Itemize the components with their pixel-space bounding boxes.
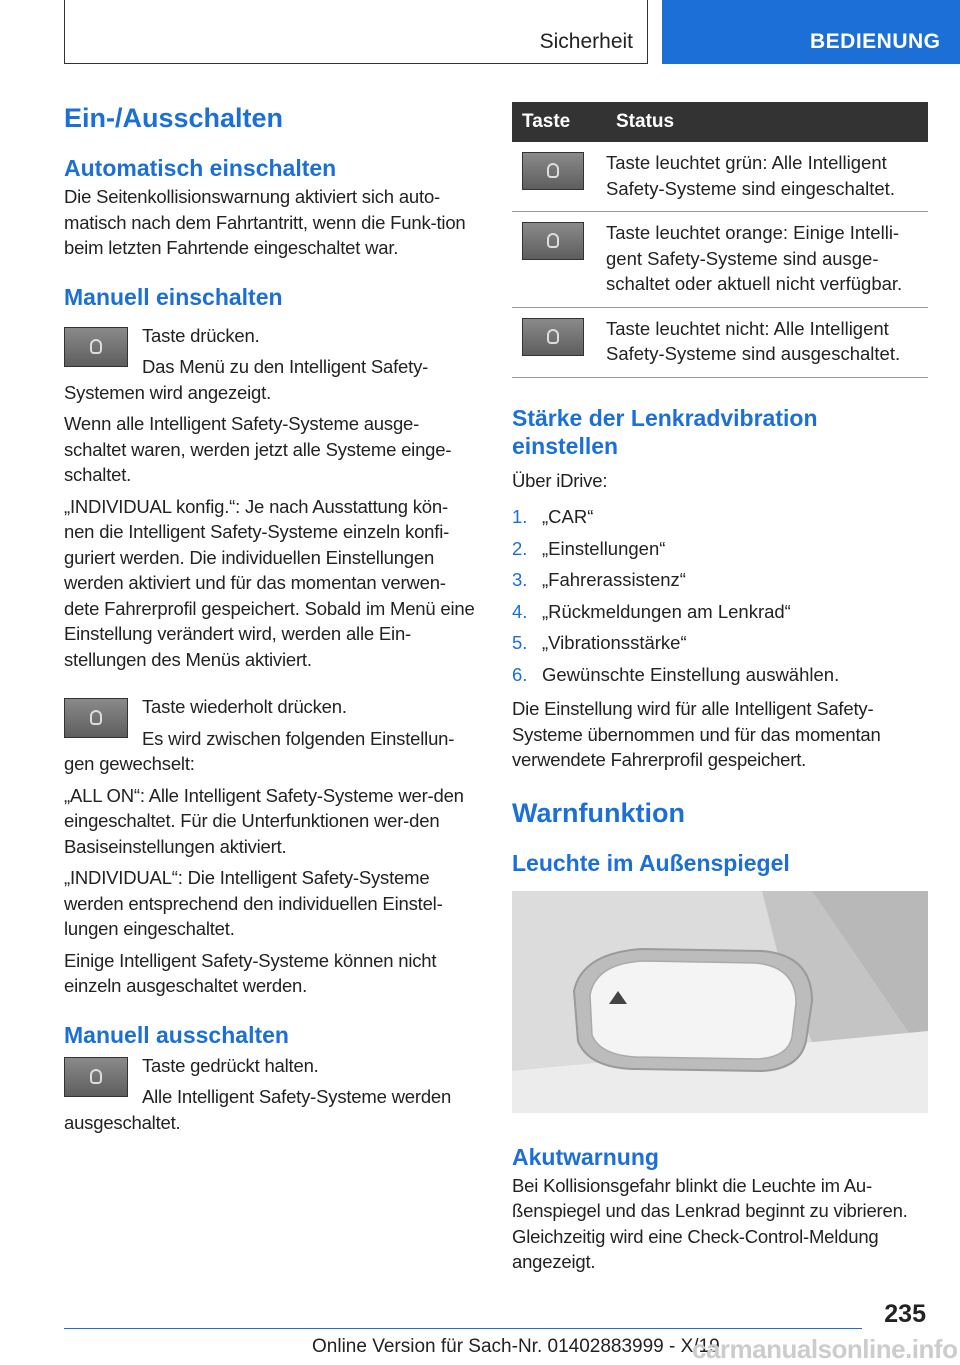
steps-list — [512, 501, 928, 690]
side-mirror-icon — [512, 891, 928, 1113]
right-column — [512, 102, 928, 1281]
text-setting-applied: Die Einstellung wird für alle Intelligent Safety-Systeme übernommen und für das momentan verwendete Fahrerprofil gespeichert. — [512, 698, 881, 770]
page-number: 235 — [884, 1300, 926, 1328]
list-item: 4. „Rückmeldungen am Lenkrad“ — [512, 600, 791, 622]
text-press-again: Taste wiederholt drücken. — [142, 696, 347, 717]
list-item: 1. „CAR“ — [512, 506, 594, 527]
safety-button-icon — [64, 698, 128, 738]
heading-on-off: Ein-/Ausschalten — [64, 103, 284, 133]
table-cell-status: Taste leuchtet orange: Einige Intelli-gent Safety-Systeme sind ausge-schaltet oder aktuell nicht verfügbar. — [606, 212, 928, 308]
safety-button-icon — [522, 152, 584, 190]
table-cell-status: Taste leuchtet nicht: Alle Intelligent Safety-Systeme sind ausgeschaltet. — [606, 307, 928, 377]
text-individual-config: „INDIVIDUAL konfig.“: Je nach Ausstattung kön-nen die Intelligent Safety-Systeme einzeln konfi-guriert werden. Die individuellen Einstellungen werden aktiviert und für das momentan verwen-dete Fahrerprofil gespeichert. Sobald im Menü eine Einstellung verändert wird, werden alle Ein-stellungen des Menüs aktiviert. — [64, 495, 475, 670]
list-item: 3. „Fahrerassistenz“ — [512, 569, 686, 590]
table-header-status: Status — [606, 102, 928, 142]
safety-button-icon — [64, 1057, 128, 1097]
header-section: Sicherheit — [539, 30, 633, 53]
safety-button-icon — [64, 327, 128, 367]
heading-acute-warning: Akutwarnung — [512, 1143, 659, 1170]
heading-manual-off: Manuell ausschalten — [64, 1021, 289, 1048]
text-auto-on: Die Seitenkollisionswarnung aktiviert sich auto-matisch nach dem Fahrtantritt, wenn die Funk-tion beim letzten Fahrtende eingeschaltet war. — [64, 186, 466, 258]
table-row — [512, 307, 928, 377]
header-section-box — [64, 0, 648, 64]
header-chapter-tab — [662, 0, 960, 64]
table-row — [512, 212, 928, 308]
mirror-illustration — [512, 891, 928, 1113]
heading-vibration-strength: Stärke der Lenkradvibration einstellen — [512, 404, 818, 459]
text-some-systems: Einige Intelligent Safety-Systeme können nicht einzeln ausgeschaltet werden. — [64, 949, 437, 996]
table-header-row — [512, 102, 928, 142]
table-row — [512, 142, 928, 212]
text-menu-shown: Das Menü zu den Intelligent Safety-Systemen wird angezeigt. — [64, 356, 429, 403]
heading-warning-function: Warnfunktion — [512, 797, 685, 828]
list-item: 5. „Vibrationsstärke“ — [512, 632, 687, 653]
watermark: carmanualsonline.info — [692, 1334, 958, 1364]
text-all-on: „ALL ON“: Alle Intelligent Safety-Systeme wer-den eingeschaltet. Für die Unterfunktionen wer-den Basiseinstellungen aktiviert. — [64, 784, 464, 857]
heading-manual-on: Manuell einschalten — [64, 283, 283, 310]
text-acute-warning: Bei Kollisionsgefahr blinkt die Leuchte im Au-ßenspiegel und das Lenkrad beginnt zu vibrieren. Gleichzeitig wird eine Check-Control-Meldung angezeigt. — [512, 1174, 908, 1272]
footer-divider — [64, 1328, 862, 1329]
table-header-key: Taste — [512, 102, 606, 142]
table-cell-status: Taste leuchtet grün: Alle Intelligent Safety-Systeme sind eingeschaltet. — [606, 142, 928, 212]
text-press: Taste drücken. — [142, 324, 260, 346]
text-idrive: Über iDrive: — [512, 469, 608, 491]
text-individual: „INDIVIDUAL“: Die Intelligent Safety-Systeme werden entsprechend den individuellen Einstel-lungen eingeschaltet. — [64, 867, 443, 939]
header-chapter: BEDIENUNG — [810, 30, 941, 53]
left-column — [64, 100, 476, 1141]
heading-mirror-light: Leuchte im Außenspiegel — [512, 849, 790, 876]
list-item: 6. Gewünschte Einstellung auswählen. — [512, 663, 840, 685]
text-all-switched-off: Alle Intelligent Safety-Systeme werden ausgeschaltet. — [64, 1086, 452, 1133]
text-switch: Es wird zwischen folgenden Einstellun-gen gewechselt: — [64, 727, 455, 774]
text-all-off: Wenn alle Intelligent Safety-Systeme ausge-schaltet waren, werden jetzt alle Systeme einge-schaltet. — [64, 413, 452, 485]
safety-button-icon — [522, 318, 584, 356]
status-table — [512, 102, 928, 378]
safety-button-icon — [522, 222, 584, 260]
heading-auto-on: Automatisch einschalten — [64, 155, 337, 181]
list-item: 2. „Einstellungen“ — [512, 537, 666, 559]
footer-online-version: Online Version für Sach-Nr. 01402883999 - X/19 — [312, 1336, 720, 1357]
text-hold: Taste gedrückt halten. — [142, 1054, 319, 1076]
